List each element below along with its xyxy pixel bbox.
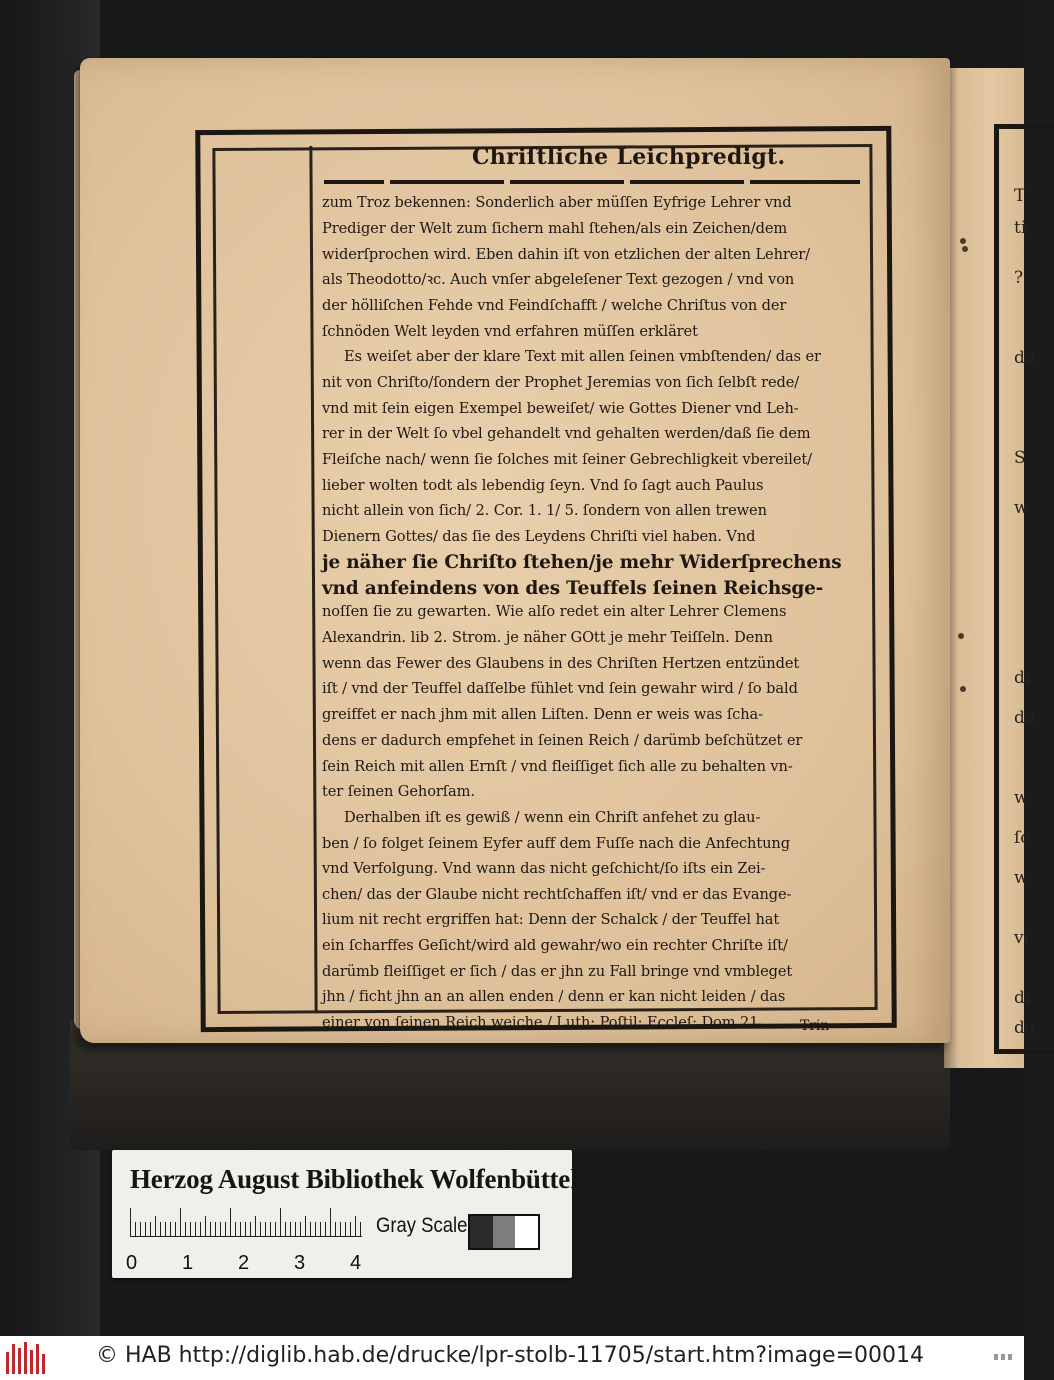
right-page-glyph: w [1014,498,1029,518]
ruler-tick [340,1222,341,1236]
ruler-tick [220,1222,221,1236]
ruler-tick [230,1208,231,1236]
right-page-glyph: vi [1014,928,1030,948]
right-page-glyph: ? [1014,268,1024,288]
right-page-glyph: w [1014,788,1029,808]
gray-swatch [493,1216,516,1248]
right-page-glyph: ſo [1014,828,1031,848]
text-line: Dienern Gottes/ das ſie des Leydens Chriſti viel haben. Vnd [322,528,756,545]
ruler-tick [170,1222,171,1236]
ruler-tick [245,1222,246,1236]
gray-swatch [470,1216,493,1248]
ruler-tick [275,1222,276,1236]
ruler-tick [235,1222,236,1236]
text-line: ſein Reich mit allen Ernſt / vnd fleiſſiget ſich alle zu behalten vn- [322,758,793,775]
ruler-tick [155,1216,156,1236]
ruler-tick [335,1222,336,1236]
text-line: greiffet er nach jhm mit allen Liſten. Denn er weis was ſcha- [322,706,763,723]
right-page-glyph: w [1014,868,1029,888]
text-line: ben / ſo folget ſeinem Eyfer auff dem Fuſſe nach die Anfechtung [322,835,790,852]
ruler-number: 0 [126,1252,138,1274]
ruler-tick [320,1222,321,1236]
text-line: darümb fleiſſiget er ſich / das er jhn zu Fall bringe vnd vmbleget [322,963,793,980]
ruler-tick [140,1222,141,1236]
text-line: als Theodotto/ꝛc. Auch vnſer abgeleſener Text gezogen / vnd von [322,271,795,288]
text-line: jhn / ficht jhn an an allen enden / denn er kan nicht leiden / das [322,988,786,1005]
ruler-tick [225,1222,226,1236]
right-page-glyph: di [1014,988,1031,1008]
ruler-tick [145,1222,146,1236]
text-line: ter ſeinen Gehorſam. [322,783,475,800]
ruler-baseline [130,1236,362,1237]
ruler-number: 3 [294,1252,306,1274]
ruler-tick [205,1216,206,1236]
gray-scale-card [112,1150,578,1278]
stitch-hole [960,238,966,244]
ruler-tick [195,1222,196,1236]
ruler-tick [300,1222,301,1236]
text-line: je näher ſie Chriſto ſtehen/je mehr Widerſprechens [322,552,842,573]
ruler-tick [325,1222,326,1236]
text-line: der hölliſchen Fehde vnd Feindſchafft / welche Chriſtus von der [322,297,787,314]
text-line: wenn das Fewer des Glaubens in des Chriſten Hertzen entzündet [322,655,800,672]
ruler-tick [295,1222,296,1236]
ruler-tick [130,1208,131,1236]
ruler-tick [355,1216,356,1236]
text-line: vnd anfeindens von des Teuffels ſeinen Reichsge- [322,578,824,599]
ruler-tick [290,1222,291,1236]
ruler-tick [215,1222,216,1236]
right-page-frame [994,124,1054,1054]
ruler-tick [135,1222,136,1236]
text-line: Prediger der Welt zum ſichern mahl ſtehen/als ein Zeichen/dem [322,220,788,237]
ruler-tick [305,1216,306,1236]
ruler-tick [265,1222,266,1236]
text-line: ein ſcharffes Geſicht/wird ald gewahr/wo ein rechter Chriſte iſt/ [322,937,788,954]
text-line: lium nit recht ergriffen hat: Denn der Schalck / der Teuffel hat [322,911,780,928]
ruler-number: 1 [182,1252,194,1274]
right-page-glyph: ti [1014,218,1027,238]
ruler-tick [310,1222,311,1236]
ruler-tick [330,1208,331,1236]
text-block [322,140,862,1040]
ruler-tick [240,1222,241,1236]
right-page-glyph: T [1014,186,1026,206]
text-line: chen/ das der Glaube nicht rechtſchaffen iſt/ vnd er das Evange- [322,886,792,903]
ruler-tick [345,1222,346,1236]
ruler-number: 2 [238,1252,250,1274]
right-page-glyph: da [1014,348,1036,368]
text-line: ſchnöden Welt leyden vnd erfahren müſſen erkläret [322,323,698,340]
ruler-tick [315,1222,316,1236]
text-line: zum Troz bekennen: Sonderlich aber müſſen Eyfrige Lehrer vnd [322,194,792,211]
text-line: widerſprochen wird. Eben dahin iſt von etzlichen der alten Lehrer/ [322,246,810,263]
text-line: Alexandrin. lib 2. Strom. je näher GOtt je mehr Teiſſeln. Denn [322,629,773,646]
hab-logo-icon[interactable] [6,1342,48,1374]
ruler-tick [360,1222,361,1236]
text-line: Fleiſche nach/ wenn ſie ſolches mit ſeiner Gebrechligkeit vbereilet/ [322,451,812,468]
library-name: Herzog August Bibliothek Wolfenbüttel [130,1164,578,1194]
ruler-tick [200,1222,201,1236]
ruler-tick [180,1208,181,1236]
text-line: Es weiſet aber der klare Text mit allen ſeinen vmbſtenden/ das er [344,348,821,365]
footer-bar [0,1336,1024,1380]
text-line: Derhalben iſt es gewiß / wenn ein Chriſt anfehet zu glau- [344,809,761,826]
ruler-tick [160,1222,161,1236]
catchword: Trin [800,1018,830,1034]
text-line: einer von ſeinen Reich weiche / Luth: Poſtil: Eccleſ: Dom 21. [322,1014,763,1031]
text-line: noſſen ſie zu gewarten. Wie alſo redet ein alter Lehrer Clemens [322,603,787,620]
ruler-tick [175,1222,176,1236]
ruler-tick [255,1216,256,1236]
text-line: dens er dadurch empfehet in ſeinen Reich / darümb beſchützet er [322,732,803,749]
right-page [944,68,1036,1068]
ruler-tick [350,1222,351,1236]
text-line: vnd Verfolgung. Vnd wann das nicht geſchicht/ſo iſts ein Zei- [322,860,766,877]
ruler-tick [165,1222,166,1236]
text-line: lieber wolten todt als lebendig ſeyn. Vnd ſo ſagt auch Paulus [322,477,764,494]
gray-swatch [515,1216,538,1248]
ruler [126,1208,362,1274]
ruler-tick [285,1222,286,1236]
right-page-glyph: S [1014,448,1026,468]
text-line: nit von Chriſto/ſondern der Prophet Jeremias von ſich ſelbſt rede/ [322,374,800,391]
ruler-tick [260,1222,261,1236]
head-rule [324,180,860,184]
ruler-tick [280,1208,281,1236]
copyright-url[interactable]: © HAB http://diglib.hab.de/drucke/lpr-stolb-11705/start.htm?image=00014 [96,1343,925,1368]
ruler-tick [210,1222,211,1236]
ruler-number: 4 [350,1252,362,1274]
ruler-tick [185,1222,186,1236]
ruler-tick [190,1222,191,1236]
stitch-hole [958,633,964,639]
ruler-tick [250,1222,251,1236]
text-line: rer in der Welt ſo vbel gehandelt vnd gehalten werden/daß ſie dem [322,425,811,442]
ruler-tick [270,1222,271,1236]
running-head: Chriſtliche Leichpredigt. [472,144,786,170]
right-page-glyph: di [1014,668,1031,688]
text-line: vnd mit ſein eigen Exempel beweiſet/ wie Gottes Diener vnd Leh- [322,400,799,417]
text-line: iſt / vnd der Teuffel daſſelbe fühlet vnd ſein gewahr wird / ſo bald [322,680,798,697]
gray-scale-swatches [468,1214,540,1250]
stitch-hole [960,686,966,692]
dots-icon[interactable] [994,1354,1012,1360]
right-page-glyph: da [1014,1018,1036,1038]
right-page-glyph: da [1014,708,1036,728]
stitch-hole [962,246,968,252]
text-line: nicht allein von ſich/ 2. Cor. 1. 1/ 5. ſondern von allen trewen [322,502,767,519]
gray-scale-label: Gray Scale [376,1214,468,1237]
ruler-tick [150,1222,151,1236]
